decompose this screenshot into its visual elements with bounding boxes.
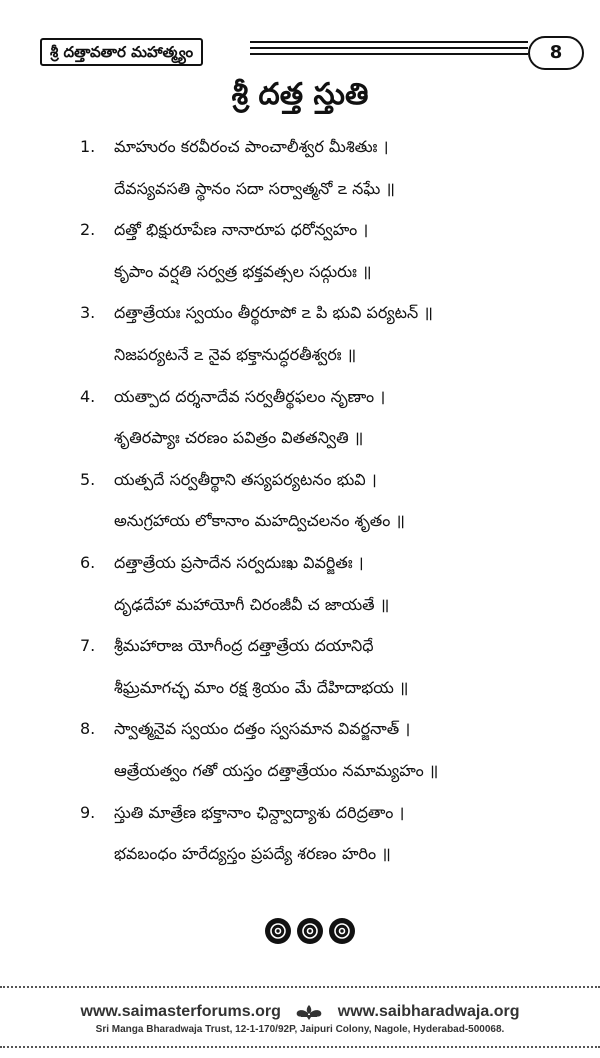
- header-rules: [250, 41, 528, 61]
- verse-line-2: శృతిరప్యాః చరణం పవిత్రం వితతన్వితి ॥: [114, 428, 364, 448]
- fleur-de-lis-icon: [289, 1004, 329, 1020]
- verse-line-2: శీఘ్రమాగచ్ఛ మాం రక్ష శ్రియం మే దేహిదాభయ ॥: [114, 677, 409, 697]
- verse-1: [80, 126, 570, 209]
- verse-8: [80, 708, 570, 791]
- footer-address: Sri Manga Bharadwaja Trust, 12-1-170/92P, Jaipuri Colony, Nagole, Hyderabad-500068.: [95, 1024, 505, 1035]
- verse-line-1: [80, 292, 570, 334]
- verse-9: [80, 792, 570, 875]
- verse-line-2: దేవస్యవసతి స్థానం సదా సర్వాత్మనో ౽ నఘే ॥: [114, 178, 395, 198]
- header-rule: [250, 53, 528, 55]
- verse-text: స్వాత్మనైవ స్వయం దత్తం స్వసమాన వివర్జనాత్ ।: [114, 719, 411, 739]
- footer-divider-bottom: [0, 1046, 600, 1048]
- verse-number: 8.: [80, 719, 96, 739]
- page-header: [0, 0, 600, 80]
- verse-number: 9.: [80, 802, 96, 822]
- verse-line-2: నిజపర్యటనే ౽ నైవ భక్తానుద్ధరతీశ్వరః ॥: [114, 344, 357, 364]
- verse-line-1: [80, 376, 570, 418]
- verse-line-2: దృఢదేహా మహాయోగీ చిరంజీవీ చ జాయతే ॥: [114, 594, 390, 614]
- verse-line-1: [80, 459, 570, 501]
- verse-text: మాహురం కరవీరంచ పాంచాలీశ్వర మీశితుః ।: [114, 137, 389, 156]
- book-title: శ్రీ దత్తావతార మహాత్మ్యం: [40, 38, 203, 66]
- footer-divider: [0, 986, 600, 988]
- verse-line-1: [80, 209, 570, 251]
- verse-line-1: [80, 708, 570, 750]
- page-title: శ్రీ దత్త స్తుతి: [231, 77, 369, 112]
- verse-number: 1.: [80, 137, 96, 156]
- verse-line-1: [80, 792, 570, 834]
- verse-line-1: [80, 126, 570, 168]
- verse-4: [80, 376, 570, 459]
- verse-number: 6.: [80, 552, 96, 572]
- verse-7: [80, 625, 570, 708]
- verse-line-2: కృపాం వర్షతి సర్వత్ర భక్తవత్సల సద్గురుః ॥: [114, 261, 372, 281]
- verse-number: 5.: [80, 469, 96, 489]
- verse-text: దత్తాత్రేయ ప్రసాదేన సర్వదుఃఖ వివర్జితః ।: [114, 552, 364, 572]
- verse-text: దత్తో భిక్షురూపేణ నానారూప ధరోన్వహం ।: [114, 220, 369, 240]
- verse-line-1: [80, 542, 570, 584]
- verse-list: [80, 126, 570, 875]
- verse-text: స్తుతి మాత్రేణ భక్తానాం ఛిన్ద్వాద్యాశు దరిద్రతాం ।: [114, 802, 405, 822]
- verse-text: యత్పాద దర్శనాదేవ సర్వతీర్థఫలం నృణాం ।: [114, 386, 386, 406]
- page-number: 8: [528, 36, 584, 70]
- footer-websites: [0, 1002, 600, 1022]
- verse-6: [80, 542, 570, 625]
- verse-text: శ్రీమహారాజ యోగీంద్ర దత్తాత్రేయ దయానిధే: [114, 636, 374, 656]
- flower-ornament-icon: [262, 916, 358, 946]
- header-rule: [250, 47, 528, 49]
- verse-number: 3.: [80, 303, 96, 323]
- verse-number: 4.: [80, 386, 96, 406]
- verse-number: 7.: [80, 636, 96, 656]
- verse-5: [80, 459, 570, 542]
- verse-text: దత్తాత్రేయః స్వయం తీర్థరూపో ౽ పి భువి పర్యటన్ ॥: [114, 303, 433, 323]
- verse-3: [80, 292, 570, 375]
- verse-line-2: భవబంధం హరేద్యస్తం ప్రపద్యే శరణం హరిం ॥: [114, 844, 391, 864]
- verse-text: యత్పదే సర్వతీర్థాని తస్యపర్యటనం భువి ।: [114, 469, 377, 489]
- verse-line-1: [80, 625, 570, 667]
- header-rule: [250, 41, 528, 43]
- website-right[interactable]: www.saibharadwaja.org: [337, 1003, 520, 1020]
- website-left[interactable]: www.saimasterforums.org: [80, 1003, 281, 1020]
- verse-number: 2.: [80, 220, 96, 240]
- verse-line-2: అనుగ్రహాయ లోకానాం మహద్విచలనం శృతం ॥: [114, 511, 405, 531]
- verse-line-2: ఆత్రేయత్వం గతో యస్తం దత్తాత్రేయం నమామ్యహం ॥: [114, 760, 439, 780]
- verse-2: [80, 209, 570, 292]
